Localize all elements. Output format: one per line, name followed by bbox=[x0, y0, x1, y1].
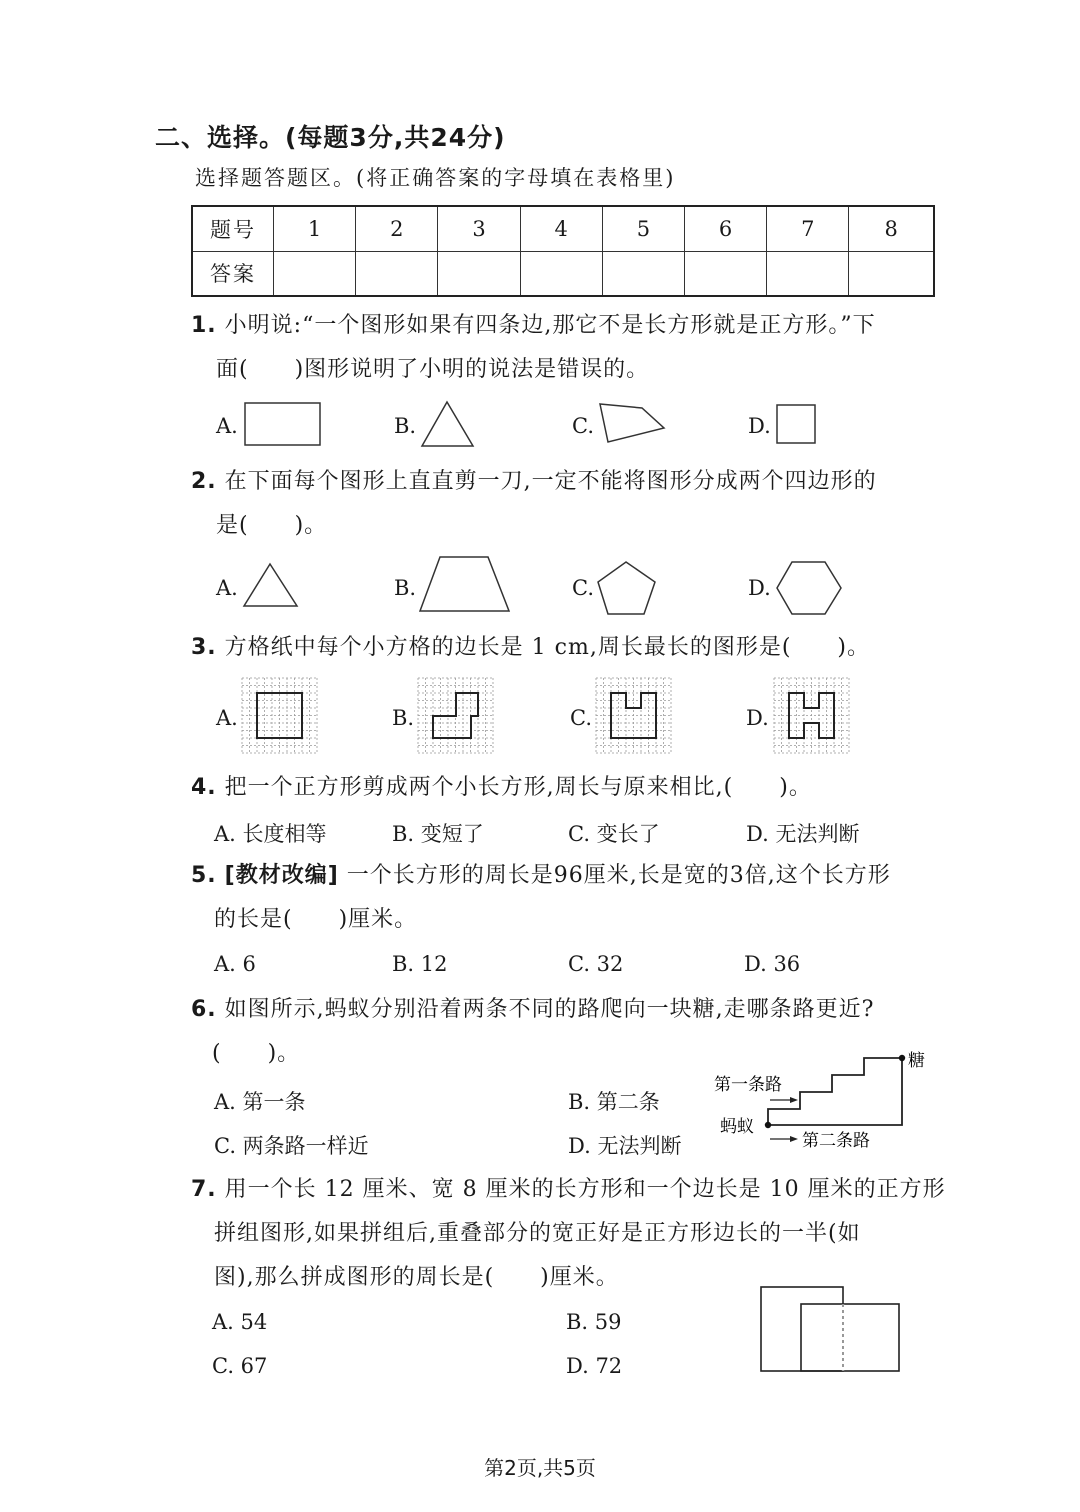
grid-figure-c bbox=[596, 678, 674, 756]
pentagon-shape bbox=[596, 560, 658, 616]
question-4 bbox=[191, 766, 812, 810]
question-number: 3. bbox=[191, 635, 217, 660]
rectangle-shape bbox=[801, 1304, 899, 1371]
answer-instruction: 选择题答题区。(将正确答案的字母填在表格里) bbox=[195, 166, 676, 190]
ant-dot bbox=[765, 1122, 771, 1128]
q5-option-d[interactable]: D. 36 bbox=[744, 952, 801, 976]
answer-cell[interactable] bbox=[685, 251, 767, 296]
candy-label: 糖 bbox=[908, 1051, 925, 1071]
square-shape bbox=[776, 404, 818, 446]
question-text: 小明说:“一个图形如果有四条边,那它不是长方形就是正方形。”下 bbox=[224, 313, 876, 338]
row-header-answer: 答案 bbox=[192, 251, 274, 296]
question-number: 6. bbox=[191, 997, 217, 1022]
question-number-cell: 8 bbox=[849, 206, 934, 251]
q7-option-a[interactable]: A. 54 bbox=[212, 1310, 268, 1334]
arrow-right-icon bbox=[790, 1097, 798, 1103]
q3-option-c[interactable]: C. bbox=[570, 706, 592, 730]
answer-cell[interactable] bbox=[274, 251, 356, 296]
square-shape bbox=[761, 1287, 843, 1371]
textbook-adapted-tag: [教材改编] bbox=[224, 863, 339, 888]
ant-label: 蚂蚁 bbox=[720, 1117, 754, 1137]
triangle-shape bbox=[242, 562, 300, 608]
q3-option-b[interactable]: B. bbox=[392, 706, 415, 730]
page-footer: 第2页,共5页 bbox=[484, 1456, 596, 1480]
hexagon-shape bbox=[775, 560, 843, 616]
question-number: 5. bbox=[191, 863, 217, 888]
q4-option-d[interactable]: D. 无法判断 bbox=[746, 822, 860, 846]
answer-cell[interactable] bbox=[438, 251, 520, 296]
q3-option-d[interactable]: D. bbox=[746, 706, 769, 730]
q5-option-c[interactable]: C. 32 bbox=[568, 952, 624, 976]
q2-option-c[interactable]: C. bbox=[572, 576, 594, 600]
question-number-cell: 2 bbox=[356, 206, 438, 251]
section-title: 二、选择。(每题3分,共24分) bbox=[155, 123, 506, 152]
irregular-quadrilateral-shape bbox=[596, 402, 668, 444]
q4-option-b[interactable]: B. 变短了 bbox=[392, 822, 484, 846]
q2-option-d[interactable]: D. bbox=[748, 576, 771, 600]
answer-table-number-row bbox=[192, 206, 934, 251]
triangle-shape bbox=[420, 400, 476, 448]
grid-figure-b bbox=[418, 678, 496, 756]
question-1-line2: 面( )图形说明了小明的说法是错误的。 bbox=[216, 357, 650, 382]
q1-option-a[interactable]: A. bbox=[216, 414, 238, 438]
q1-option-d[interactable]: D. bbox=[748, 414, 771, 438]
answer-cell[interactable] bbox=[356, 251, 438, 296]
answer-table bbox=[191, 205, 935, 297]
grid-figure-d bbox=[774, 678, 852, 756]
question-text: 把一个正方形剪成两个小长方形,周长与原来相比,( )。 bbox=[224, 775, 812, 800]
question-text: 方格纸中每个小方格的边长是 1 cm,周长最长的图形是( )。 bbox=[224, 635, 870, 660]
question-number-cell: 5 bbox=[602, 206, 684, 251]
q6-option-d[interactable]: D. 无法判断 bbox=[568, 1134, 682, 1158]
question-number-cell: 6 bbox=[685, 206, 767, 251]
first-road-label: 第一条路 bbox=[714, 1075, 782, 1095]
question-number: 2. bbox=[191, 469, 217, 494]
grid-figure-a bbox=[242, 678, 320, 756]
ant-paths-figure bbox=[710, 1048, 935, 1158]
answer-table-answer-row bbox=[192, 251, 934, 296]
q2-option-a[interactable]: A. bbox=[216, 576, 238, 600]
question-number-cell: 1 bbox=[274, 206, 356, 251]
q7-option-d[interactable]: D. 72 bbox=[566, 1354, 623, 1378]
question-7-line2: 拼组图形,如果拼组后,重叠部分的宽正好是正方形边长的一半(如 bbox=[214, 1221, 861, 1246]
first-road-path bbox=[768, 1058, 902, 1125]
question-text: 在下面每个图形上直直剪一刀,一定不能将图形分成两个四边形的 bbox=[224, 469, 877, 494]
question-number: 4. bbox=[191, 775, 217, 800]
q3-option-a[interactable]: A. bbox=[216, 706, 238, 730]
question-number: 7. bbox=[191, 1177, 217, 1202]
question-6-line2: ( )。 bbox=[212, 1041, 301, 1066]
question-2-line2: 是( )。 bbox=[216, 513, 328, 538]
question-text: 用一个长 12 厘米、宽 8 厘米的长方形和一个边长是 10 厘米的正方形 bbox=[224, 1177, 946, 1202]
question-7-line3: 图),那么拼成图形的周长是( )厘米。 bbox=[214, 1265, 619, 1290]
question-5-line2: 的长是( )厘米。 bbox=[214, 907, 418, 932]
question-number-cell: 7 bbox=[767, 206, 849, 251]
arrow-right-icon bbox=[790, 1136, 798, 1142]
q5-option-a[interactable]: A. 6 bbox=[214, 952, 256, 976]
question-1 bbox=[191, 304, 876, 348]
second-road-path bbox=[768, 1058, 902, 1125]
question-3 bbox=[191, 626, 870, 670]
row-header-number: 题号 bbox=[192, 206, 274, 251]
question-text: 一个长方形的周长是96厘米,长是宽的3倍,这个长方形 bbox=[346, 863, 891, 888]
rectangle-shape bbox=[244, 402, 322, 446]
q6-option-a[interactable]: A. 第一条 bbox=[214, 1090, 306, 1114]
q4-option-a[interactable]: A. 长度相等 bbox=[214, 822, 327, 846]
answer-cell[interactable] bbox=[849, 251, 934, 296]
trapezoid-shape bbox=[418, 555, 512, 613]
q1-option-c[interactable]: C. bbox=[572, 414, 594, 438]
q7-option-b[interactable]: B. 59 bbox=[566, 1310, 622, 1334]
question-number-cell: 3 bbox=[438, 206, 520, 251]
q5-option-b[interactable]: B. 12 bbox=[392, 952, 448, 976]
answer-cell[interactable] bbox=[602, 251, 684, 296]
question-5 bbox=[191, 854, 891, 898]
overlap-figure bbox=[758, 1284, 904, 1376]
q2-option-b[interactable]: B. bbox=[394, 576, 417, 600]
question-2 bbox=[191, 460, 877, 504]
q4-option-c[interactable]: C. 变长了 bbox=[568, 822, 660, 846]
answer-cell[interactable] bbox=[767, 251, 849, 296]
q6-option-b[interactable]: B. 第二条 bbox=[568, 1090, 660, 1114]
candy-dot bbox=[899, 1055, 905, 1061]
q7-option-c[interactable]: C. 67 bbox=[212, 1354, 268, 1378]
question-7 bbox=[191, 1168, 946, 1212]
q1-option-b[interactable]: B. bbox=[394, 414, 417, 438]
question-6 bbox=[191, 988, 874, 1032]
second-road-label: 第二条路 bbox=[802, 1131, 870, 1151]
question-text: 如图所示,蚂蚁分别沿着两条不同的路爬向一块糖,走哪条路更近? bbox=[224, 997, 875, 1022]
answer-cell[interactable] bbox=[520, 251, 602, 296]
question-number-cell: 4 bbox=[520, 206, 602, 251]
question-number: 1. bbox=[191, 313, 217, 338]
q6-option-c[interactable]: C. 两条路一样近 bbox=[214, 1134, 369, 1158]
